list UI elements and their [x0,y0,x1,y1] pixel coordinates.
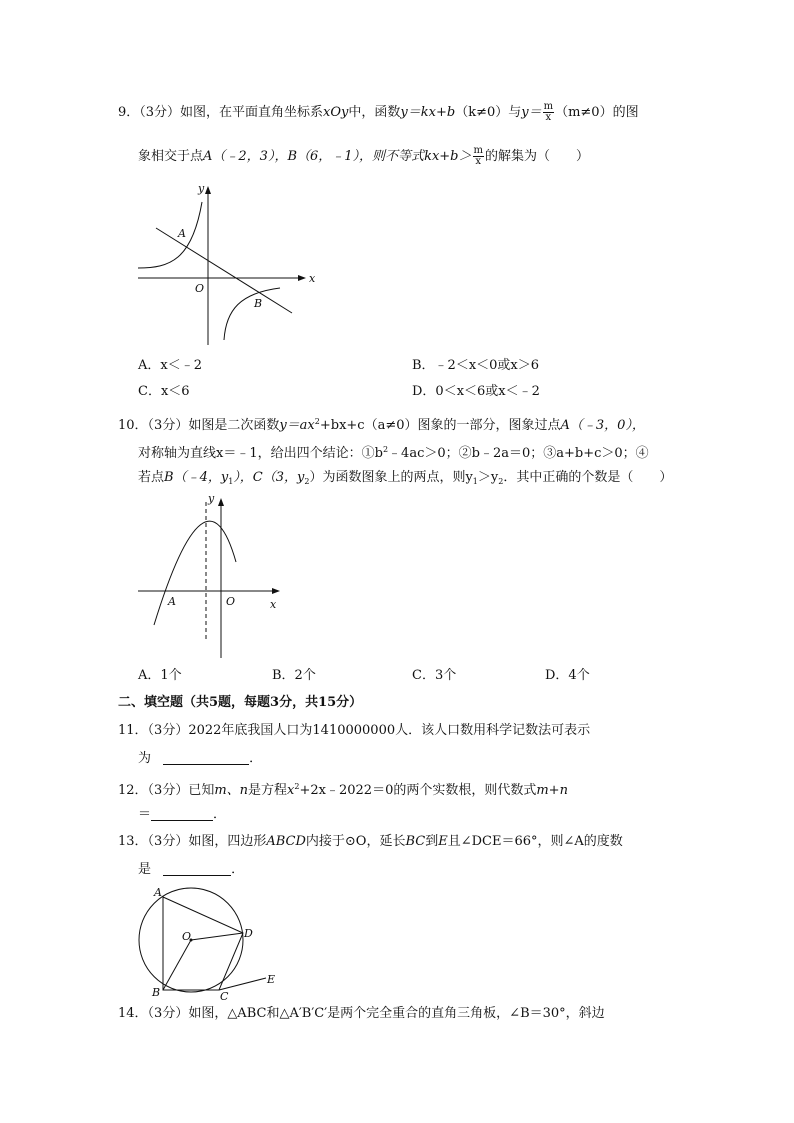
q13-radius-ob [163,940,191,990]
q9-graph [130,180,330,350]
q12-mn: m、n [214,783,249,798]
q10-c-point: ），C（3，y [233,470,305,485]
q10-option-b: B．2个 [272,668,316,683]
q13-line1c: 到 [425,834,439,849]
q9-mid: 中，函数 [348,105,401,120]
q13-label-o: O [182,930,192,943]
q10-parabola [154,521,236,625]
q10-line2-text: 对称轴为直线 [138,446,217,461]
q12-eq: x [287,783,295,798]
q10-y-arrow [218,498,224,506]
q10-line3c: ＞y [477,470,499,485]
q9-option-b: B．﹣2＜x＜0或x＞6 [412,358,540,373]
q9-xoy: xOy [323,105,349,120]
q10-label-x: x [270,598,277,611]
q9-line2 [138,146,589,167]
q10-line3d: ．其中正确的个数是（ ） [503,470,673,485]
q9-option-a: A．x＜﹣2 [138,358,202,373]
q13-abcd: ABCD [266,834,306,849]
q13-line1 [118,833,623,851]
q10-axis2: ﹣4ac＞0；②b﹣2a＝0；③a+b+c＞0；④ [388,446,649,461]
q12-line2 [138,806,226,824]
q10-option-d: D．4个 [545,668,590,683]
q9-eq2: y＝ [521,105,542,120]
q9-option-c: C．x＜6 [138,384,190,399]
q9-y-arrow [205,186,211,194]
q9-ineq-end: 的解集为（ ） [484,149,589,164]
q9-cond1: （k≠0）与 [455,105,522,120]
q9-hyperbola-left [138,202,202,268]
q10-eq-rest: +bx+c（a≠0）图象的一部分，图象过点 [319,418,561,433]
q10-label-a: A [168,595,176,608]
q13-label-a: A [154,886,162,899]
q9-option-d: D．0＜x＜6或x＜﹣2 [412,384,540,399]
q13-line2-text: 是 [138,862,152,877]
q9-fraction: $\frac{m}{x}$ [543,101,554,123]
q10-eq: y＝ax [279,418,315,433]
q10-option-c: C．3个 [412,668,457,683]
q9-point-b: B（6，﹣1），则不等式 [287,149,425,164]
q9-label-y: y [198,182,205,195]
q9-line1 [118,102,639,123]
q13-line2 [138,861,244,879]
q9-point-a: A（﹣2，3）， [203,149,288,164]
q13-e: E [438,834,448,849]
q13-label-c: C [220,990,229,1003]
section-2-heading: 二、填空题（共5题，每题3分，共15分） [118,695,363,710]
q10-graph [130,490,300,660]
q10-axis-sup: 2 [382,445,389,454]
q13-end: ． [231,862,245,877]
q12-eq-sup: 2 [294,782,300,791]
q13-line1d: 且∠DCE＝66°，则∠A的度数 [447,834,623,849]
q10-line3-text: 若点 [138,470,165,485]
q13-line1-text: 13．（3分）如图，四边形 [118,834,267,849]
q9-label-a: A [178,227,186,240]
q10-label-o: O [226,595,236,608]
q10-b-point: B（﹣4，y [164,470,229,485]
q9-label-b: B [254,297,263,310]
q9-eq1: y＝kx+b [400,105,456,120]
q10-line3b: ）为函数图象上的两点，则y [309,470,473,485]
q11-line1: 11．（3分）2022年底我国人口为1410000000人．该人口数用科学记数法可表示 [118,723,591,738]
q13-extension-ce [219,978,266,990]
q9-hyperbola-right [224,288,280,340]
q13-graph [132,884,292,1003]
q12-expr: m+n [536,783,568,798]
q9-label-o: O [195,282,205,295]
q13-bc: BC [405,834,426,849]
q9-ineq-fraction: $\frac{m}{x}$ [473,145,483,167]
q13-line1b: 内接于⊙O，延长 [305,834,406,849]
q9-label-x: x [309,272,316,285]
q10-line1-text: 10．（3分）如图是二次函数 [118,418,280,433]
q11-line2-text: 为 [138,751,152,766]
q10-line1 [118,413,645,435]
q10-sub1b: 1 [472,477,478,486]
q13-answer-blank[interactable] [163,861,231,876]
q10-sub2: 2 [304,477,310,486]
q10-line2 [138,441,649,463]
q9-number: 9．（3分）如图，在平面直角坐标系 [118,105,324,120]
q10-option-a: A．1个 [138,668,182,683]
q11-answer-blank[interactable] [163,750,249,765]
q10-point: A（﹣3，0）， [560,418,645,433]
q10-sub1: 1 [228,477,234,486]
q11-line2 [138,750,262,768]
q10-line3 [138,469,672,491]
q9-cond2: （m≠0）的图 [555,105,639,120]
q9-x-arrow [298,275,306,281]
q10-eq-sup: 2 [314,417,320,426]
q10-axis: x＝﹣1，给出四个结论：①b [216,446,383,461]
q13-label-d: D [244,927,253,940]
q9-line2-text: 象相交于点 [138,149,204,164]
q13-radius-od [191,933,243,940]
q12-eq-rest: +2x﹣2022＝0的两个实数根，则代数式 [299,783,537,798]
q10-x-arrow [272,588,280,594]
q12-end: ． [213,807,227,822]
q13-quadrilateral [163,897,243,990]
q12-line1-text: 12．（3分）已知 [118,783,215,798]
q12-line2-text: ＝ [138,807,152,822]
q11-end: ． [249,751,263,766]
q12-line1b: 是方程 [248,783,288,798]
q10-sub2b: 2 [498,477,504,486]
q9-inequality: kx+b＞ [424,149,472,164]
q9-line [156,228,292,313]
q13-label-e: E [267,973,276,986]
q13-label-b: B [152,986,161,999]
q14-line1: 14．（3分）如图，△ABC和△A′B′C′是两个完全重合的直角三角板，∠B＝30°，斜边 [118,1006,605,1021]
q12-line1 [118,778,568,800]
q10-label-y: y [208,492,215,505]
q12-answer-blank[interactable] [151,806,213,821]
